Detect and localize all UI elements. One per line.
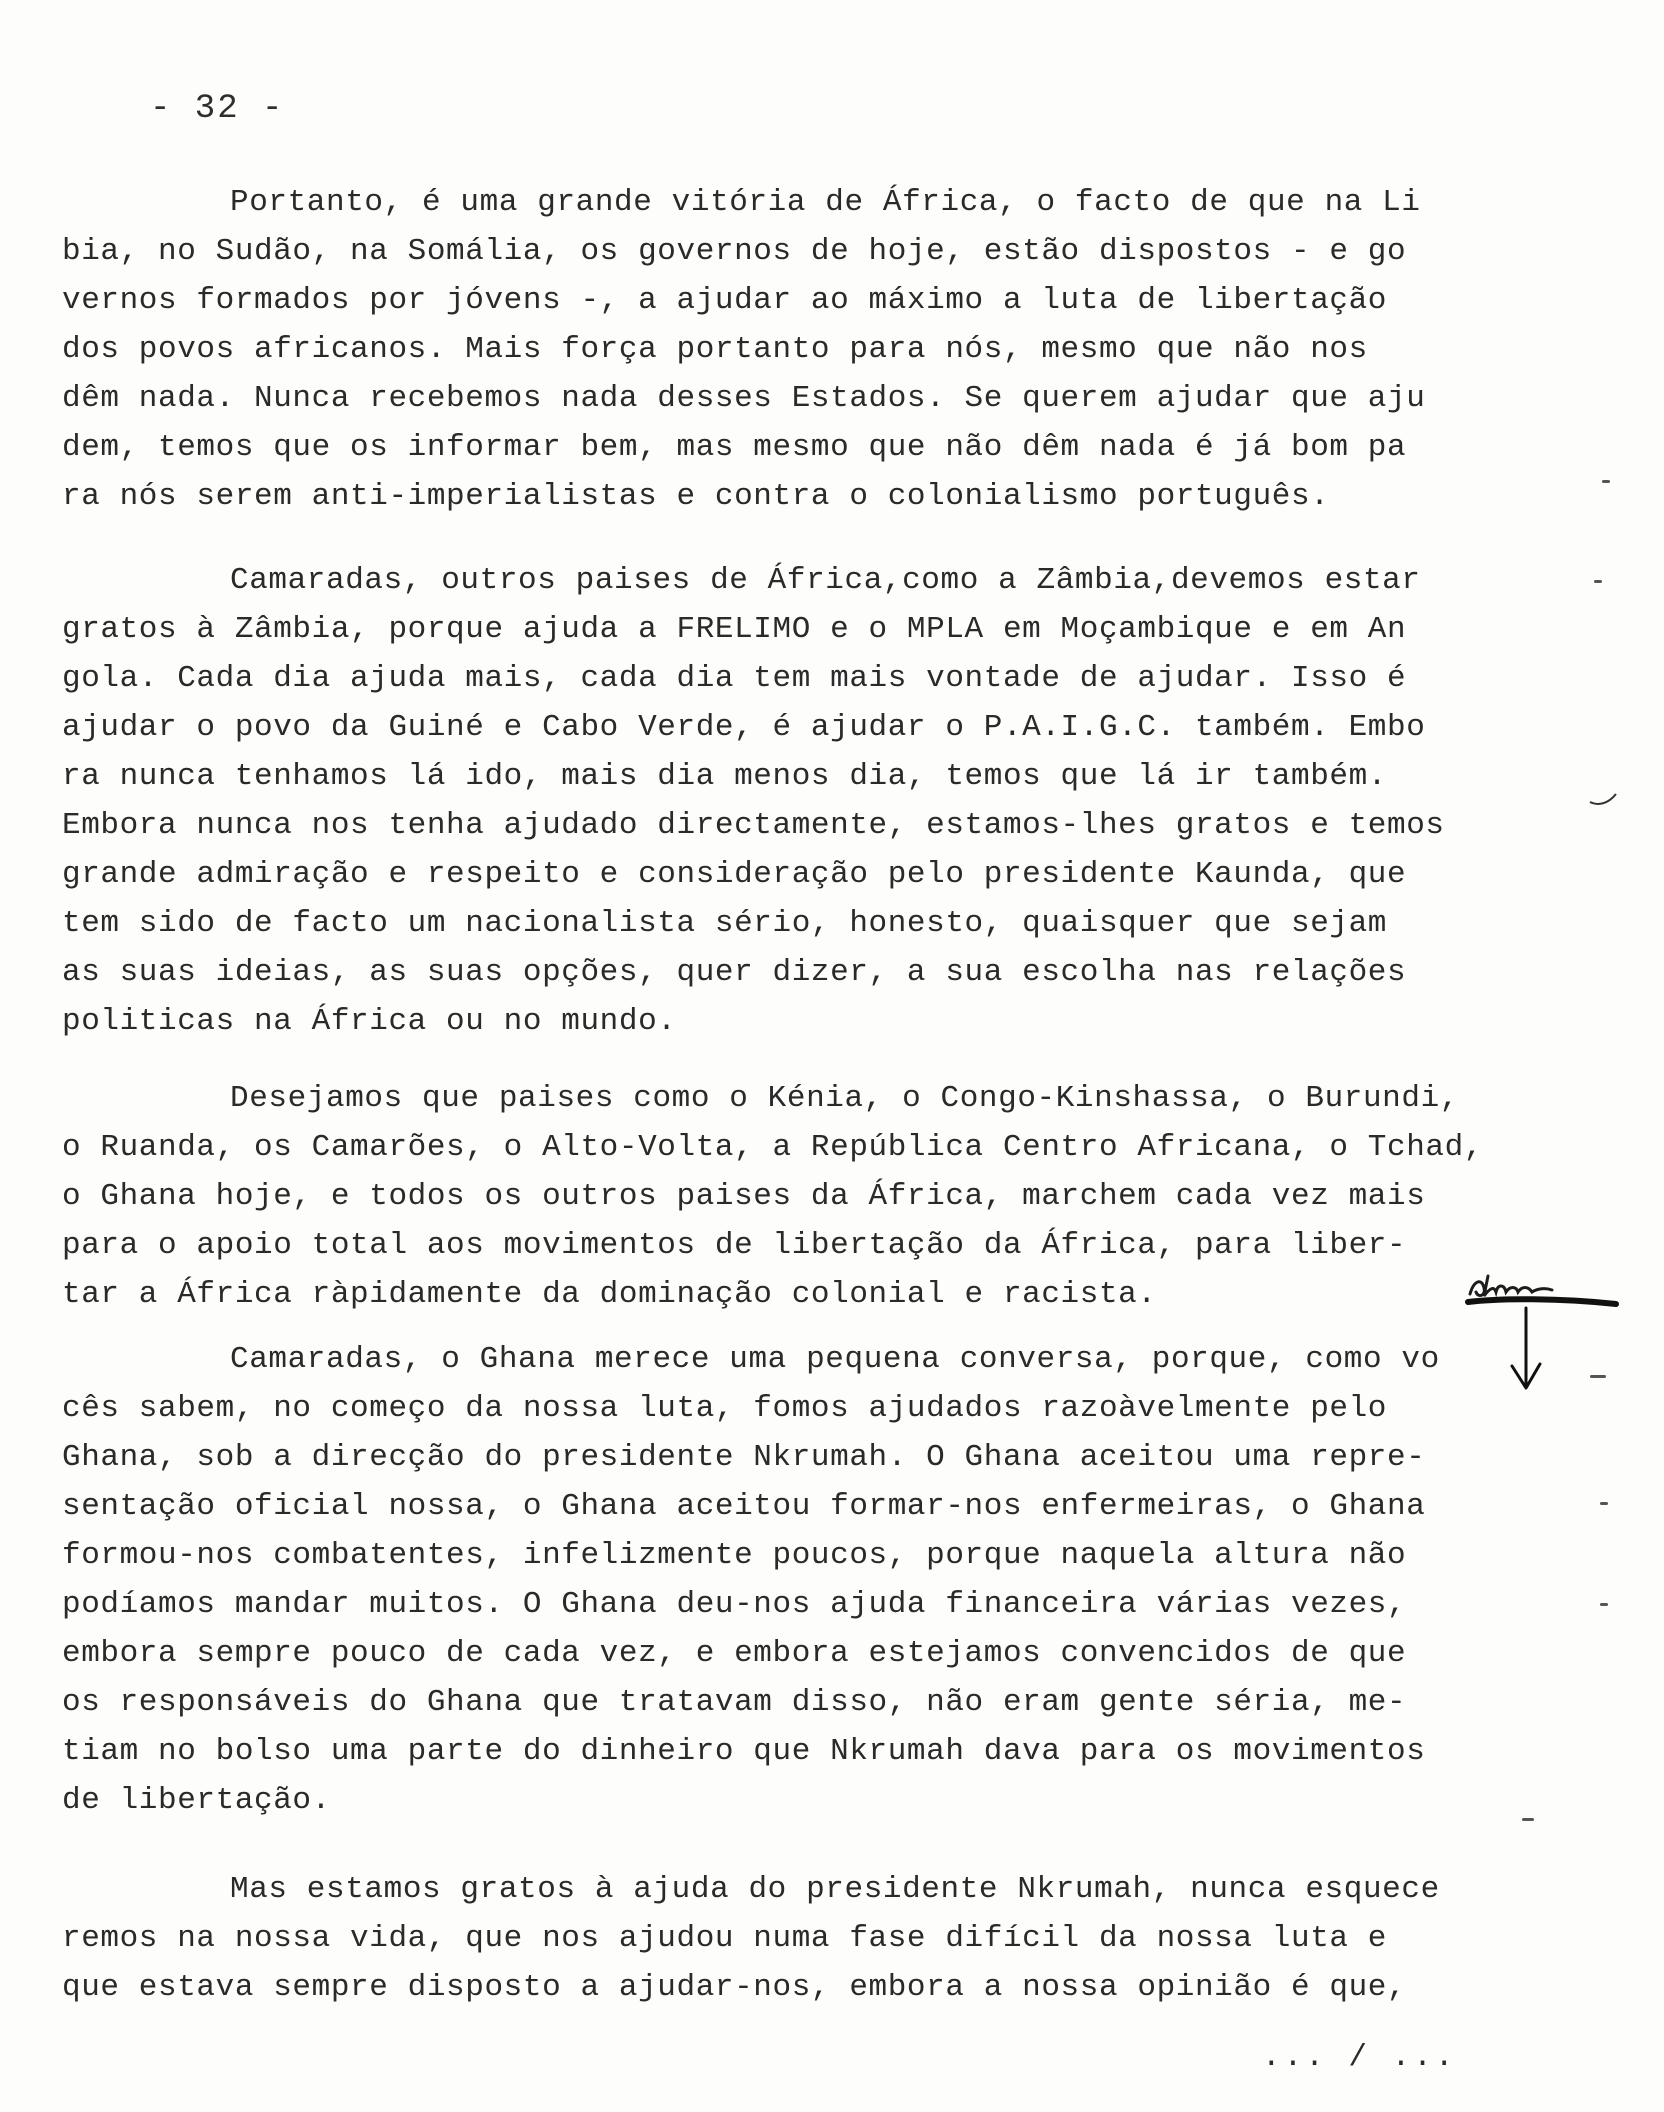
text-line: sentação oficial nossa, o Ghana aceitou formar-nos enfermeiras, o Ghana	[62, 1489, 1426, 1524]
text-line: os responsáveis do Ghana que tratavam disso, não eram gente séria, me-	[62, 1685, 1407, 1720]
text-line: bia, no Sudão, na Somália, os governos de hoje, estão dispostos - e go	[62, 234, 1407, 269]
margin-mark	[1522, 1818, 1534, 1821]
text-line: gola. Cada dia ajuda mais, cada dia tem mais vontade de ajudar. Isso é	[62, 661, 1407, 696]
text-line: politicas na África ou no mundo.	[62, 1004, 677, 1039]
text-line: remos na nossa vida, que nos ajudou numa fase difícil da nossa luta e	[62, 1921, 1388, 1956]
text-line: de libertação.	[62, 1783, 331, 1818]
text-line: formou-nos combatentes, infelizmente poucos, porque naquela altura não	[62, 1538, 1407, 1573]
text-line: Embora nunca nos tenha ajudado directamente, estamos-lhes gratos e temos	[62, 808, 1445, 843]
text-line: grande admiração e respeito e consideração pelo presidente Kaunda, que	[62, 857, 1407, 892]
text-line: Mas estamos gratos à ajuda do presidente Nkrumah, nunca esquece	[230, 1872, 1440, 1907]
paragraph-5	[62, 1865, 1522, 2012]
text-line: Camaradas, o Ghana merece uma pequena conversa, porque, como vo	[230, 1342, 1440, 1377]
text-line: Camaradas, outros paises de África,como a Zâmbia,devemos estar	[230, 563, 1421, 598]
margin-mark	[1588, 792, 1618, 806]
continuation-marker: ... / ...	[1262, 2040, 1457, 2075]
text-line: dem, temos que os informar bem, mas mesmo que não dêm nada é já bom pa	[62, 430, 1407, 465]
text-line: as suas ideias, as suas opções, quer dizer, a sua escolha nas relações	[62, 955, 1407, 990]
text-line: podíamos mandar muitos. O Ghana deu-nos ajuda financeira várias vezes,	[62, 1587, 1407, 1622]
text-line: cês sabem, no começo da nossa luta, fomos ajudados razoàvelmente pelo	[62, 1391, 1388, 1426]
text-line: o Ruanda, os Camarões, o Alto-Volta, a República Centro Africana, o Tchad,	[62, 1130, 1484, 1165]
margin-mark	[1602, 480, 1610, 483]
text-line: o Ghana hoje, e todos os outros paises da África, marchem cada vez mais	[62, 1179, 1426, 1214]
text-line: ajudar o povo da Guiné e Cabo Verde, é ajudar o P.A.I.G.C. também. Embo	[62, 710, 1426, 745]
paragraph-4	[62, 1335, 1522, 1825]
text-line: vernos formados por jóvens -, a ajudar ao máximo a luta de libertação	[62, 283, 1388, 318]
margin-mark	[1594, 580, 1602, 583]
text-line: embora sempre pouco de cada vez, e embora estejamos convencidos de que	[62, 1636, 1407, 1671]
text-line: ra nós serem anti-imperialistas e contra o colonialismo português.	[62, 479, 1330, 514]
down-arrow-icon	[1460, 1268, 1620, 1400]
text-line: para o apoio total aos movimentos de libertação da África, para liber-	[62, 1228, 1407, 1263]
text-line: tar a África ràpidamente da dominação colonial e racista.	[62, 1277, 1157, 1312]
handwritten-annotation	[1460, 1268, 1620, 1400]
text-line: dos povos africanos. Mais força portanto para nós, mesmo que não nos	[62, 332, 1368, 367]
text-line: Desejamos que paises como o Kénia, o Congo-Kinshassa, o Burundi,	[230, 1081, 1459, 1116]
text-line: Ghana, sob a direcção do presidente Nkrumah. O Ghana aceitou uma repre-	[62, 1440, 1426, 1475]
text-line: tiam no bolso uma parte do dinheiro que Nkrumah dava para os movimentos	[62, 1734, 1426, 1769]
text-line: que estava sempre disposto a ajudar-nos, embora a nossa opinião é que,	[62, 1970, 1407, 2005]
margin-mark	[1600, 1603, 1608, 1606]
text-line: dêm nada. Nunca recebemos nada desses Estados. Se querem ajudar que aju	[62, 381, 1426, 416]
paragraph-3	[62, 1074, 1522, 1319]
page-number: - 32 -	[150, 90, 285, 128]
margin-mark	[1590, 1375, 1606, 1378]
text-line: Portanto, é uma grande vitória de África, o facto de que na Li	[230, 185, 1421, 220]
margin-mark	[1600, 1502, 1608, 1505]
text-line: tem sido de facto um nacionalista sério, honesto, quaisquer que sejam	[62, 906, 1388, 941]
paragraph-1	[62, 178, 1522, 521]
text-line: ra nunca tenhamos lá ido, mais dia menos dia, temos que lá ir também.	[62, 759, 1388, 794]
paragraph-2	[62, 556, 1522, 1046]
text-line: gratos à Zâmbia, porque ajuda a FRELIMO e o MPLA em Moçambique e em An	[62, 612, 1407, 647]
